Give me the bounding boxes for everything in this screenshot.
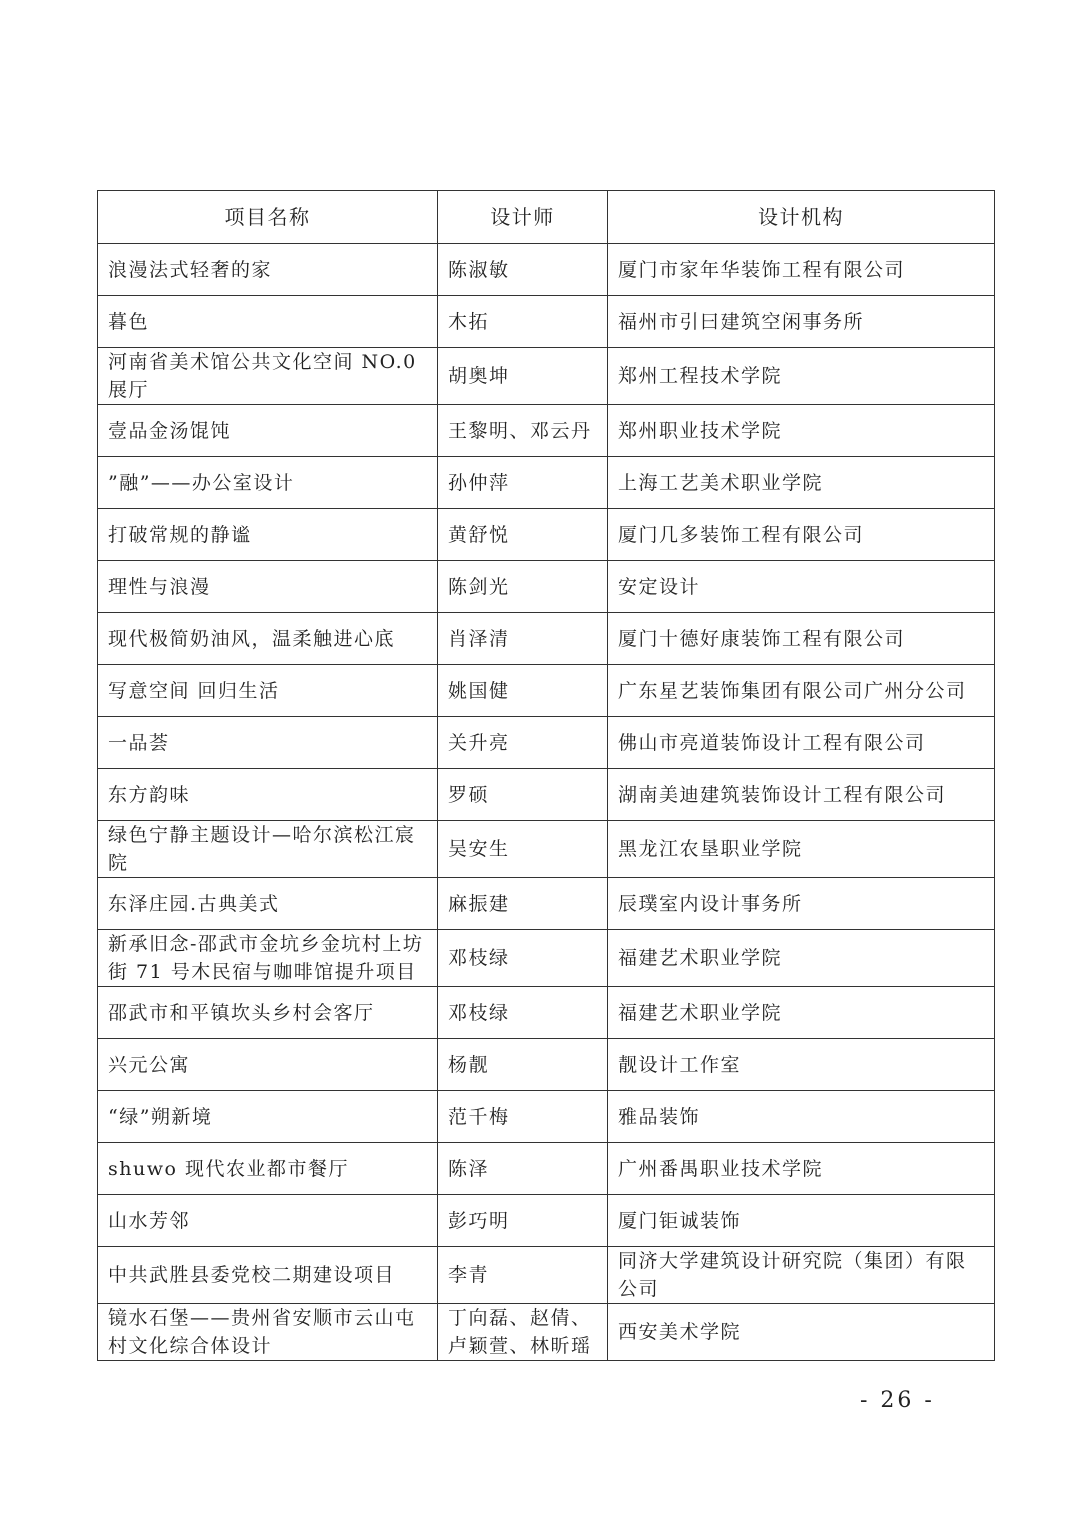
table-row <box>98 244 995 296</box>
cell-project: 山水芳邻 <box>98 1195 438 1247</box>
cell-organization: 厦门钜诚装饰 <box>608 1195 995 1247</box>
table-row <box>98 457 995 509</box>
table-row <box>98 561 995 613</box>
table-row <box>98 1304 995 1361</box>
cell-project: 绿色宁静主题设计—哈尔滨松江宸院 <box>98 821 438 878</box>
cell-designer: 麻振建 <box>438 878 608 930</box>
header-designer: 设计师 <box>438 191 608 244</box>
cell-designer: 肖泽清 <box>438 613 608 665</box>
cell-designer: 吴安生 <box>438 821 608 878</box>
cell-designer: 丁向磊、赵倩、卢颖萱、林昕瑶 <box>438 1304 608 1361</box>
cell-organization: 广州番禺职业技术学院 <box>608 1143 995 1195</box>
table-row <box>98 1247 995 1304</box>
table-row <box>98 987 995 1039</box>
cell-project: 写意空间 回归生活 <box>98 665 438 717</box>
table-row <box>98 1039 995 1091</box>
cell-project: ”融”——办公室设计 <box>98 457 438 509</box>
cell-designer: 陈剑光 <box>438 561 608 613</box>
page-number: - 26 - <box>860 1388 935 1413</box>
cell-project: 一品荟 <box>98 717 438 769</box>
cell-project: 壹品金汤馄饨 <box>98 405 438 457</box>
cell-organization: 厦门市家年华装饰工程有限公司 <box>608 244 995 296</box>
cell-project: 现代极简奶油风，温柔触进心底 <box>98 613 438 665</box>
cell-organization: 湖南美迪建筑装饰设计工程有限公司 <box>608 769 995 821</box>
cell-designer: 关升亮 <box>438 717 608 769</box>
cell-project: 新承旧念-邵武市金坑乡金坑村上坊街 71 号木民宿与咖啡馆提升项目 <box>98 930 438 987</box>
cell-project: 兴元公寓 <box>98 1039 438 1091</box>
table-row <box>98 509 995 561</box>
cell-designer: 李青 <box>438 1247 608 1304</box>
cell-designer: 邓枝绿 <box>438 930 608 987</box>
header-project-name: 项目名称 <box>98 191 438 244</box>
cell-designer: 姚国健 <box>438 665 608 717</box>
cell-designer: 邓枝绿 <box>438 987 608 1039</box>
cell-project: 理性与浪漫 <box>98 561 438 613</box>
cell-project: 镜水石堡——贵州省安顺市云山屯村文化综合体设计 <box>98 1304 438 1361</box>
cell-project: 东方韵味 <box>98 769 438 821</box>
table-row <box>98 821 995 878</box>
cell-designer: 杨靓 <box>438 1039 608 1091</box>
cell-project: “绿”朔新境 <box>98 1091 438 1143</box>
cell-organization: 福建艺术职业学院 <box>608 930 995 987</box>
cell-organization: 广东星艺装饰集团有限公司广州分公司 <box>608 665 995 717</box>
cell-organization: 上海工艺美术职业学院 <box>608 457 995 509</box>
cell-organization: 厦门几多装饰工程有限公司 <box>608 509 995 561</box>
cell-organization: 郑州工程技术学院 <box>608 348 995 405</box>
awards-table <box>97 190 995 1361</box>
cell-organization: 同济大学建筑设计研究院（集团）有限公司 <box>608 1247 995 1304</box>
cell-organization: 福州市引曰建筑空闲事务所 <box>608 296 995 348</box>
cell-project: shuwo 现代农业都市餐厅 <box>98 1143 438 1195</box>
cell-organization: 郑州职业技术学院 <box>608 405 995 457</box>
table-header-row <box>98 191 995 244</box>
table-row <box>98 1143 995 1195</box>
table-row <box>98 717 995 769</box>
cell-designer: 王黎明、邓云丹 <box>438 405 608 457</box>
table-row <box>98 665 995 717</box>
cell-organization: 福建艺术职业学院 <box>608 987 995 1039</box>
cell-organization: 厦门十德好康装饰工程有限公司 <box>608 613 995 665</box>
cell-organization: 黑龙江农垦职业学院 <box>608 821 995 878</box>
table-row <box>98 405 995 457</box>
table-row <box>98 613 995 665</box>
cell-designer: 陈泽 <box>438 1143 608 1195</box>
cell-organization: 佛山市亮道装饰设计工程有限公司 <box>608 717 995 769</box>
cell-organization: 靓设计工作室 <box>608 1039 995 1091</box>
cell-designer: 孙仲萍 <box>438 457 608 509</box>
header-organization: 设计机构 <box>608 191 995 244</box>
table-row <box>98 1091 995 1143</box>
cell-project: 暮色 <box>98 296 438 348</box>
cell-project: 河南省美术馆公共文化空间 NO.0 展厅 <box>98 348 438 405</box>
table-row <box>98 296 995 348</box>
cell-project: 中共武胜县委党校二期建设项目 <box>98 1247 438 1304</box>
table-row <box>98 1195 995 1247</box>
table-row <box>98 769 995 821</box>
cell-designer: 黄舒悦 <box>438 509 608 561</box>
cell-designer: 范千梅 <box>438 1091 608 1143</box>
cell-designer: 木拓 <box>438 296 608 348</box>
table-row <box>98 348 995 405</box>
cell-project: 东泽庄园.古典美式 <box>98 878 438 930</box>
cell-organization: 雅品装饰 <box>608 1091 995 1143</box>
cell-project: 邵武市和平镇坎头乡村会客厅 <box>98 987 438 1039</box>
cell-organization: 西安美术学院 <box>608 1304 995 1361</box>
cell-designer: 陈淑敏 <box>438 244 608 296</box>
cell-designer: 罗硕 <box>438 769 608 821</box>
table-row <box>98 878 995 930</box>
cell-designer: 彭巧明 <box>438 1195 608 1247</box>
cell-project: 打破常规的静谧 <box>98 509 438 561</box>
table-row <box>98 930 995 987</box>
cell-organization: 辰璞室内设计事务所 <box>608 878 995 930</box>
cell-organization: 安定设计 <box>608 561 995 613</box>
cell-project: 浪漫法式轻奢的家 <box>98 244 438 296</box>
cell-designer: 胡奥坤 <box>438 348 608 405</box>
